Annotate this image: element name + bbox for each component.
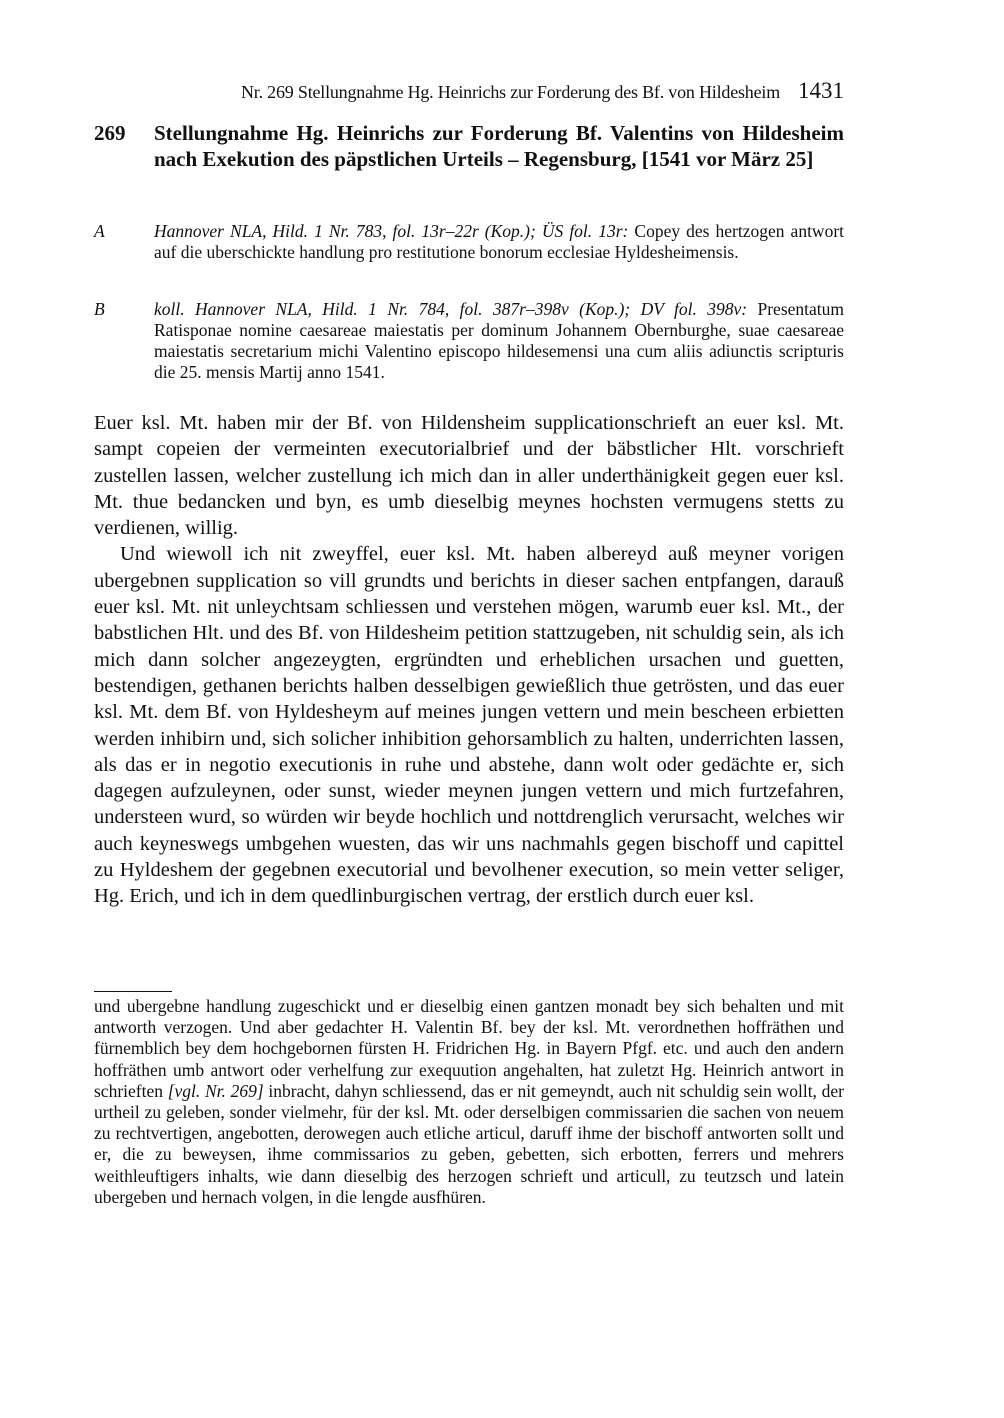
witness-text: Presentatum Ratisponae nomine caesareae maiestatis per dominum Johannem Obernburghe, suae caesareae maiestatis secretarium michi Valentino episcopo hildesemensi una cum aliis adiunctis scripturis die 25. mensis Martij anno 1541. xyxy=(154,299,845,382)
footnote-text: inbracht, dahyn schliessend, das er nit gemeyndt, auch nit schuldig sein wollt, der urtheil zu geleben, sonder vielmehr, für der ksl. Mt. oder derselbigen commissarien die sachen von neuem zu rechtvertigen, angebotten, derowegen auch etliche articul, daruff ihme der bischoff antworten sollt und er, die zu beweysen, ihme commissarios zu geben, gebetten, sich erbotten, ferrers und mehrers weithleuftigers inhalts, wie dann dieselbig des herzogen schrieft und articull, zu teutzsch und latein ubergeben und hernach volgen, in die lengde ausfhüren. xyxy=(94,1080,844,1207)
running-head xyxy=(162,78,844,104)
witness-b xyxy=(94,299,844,383)
witness-description xyxy=(154,221,844,263)
witness-description xyxy=(154,299,844,383)
footnote-text: und ubergebne handlung zugeschickt und er dieselbig einen gantzen monadt bey sich behalten und mit antworth verzogen. Und aber gedachter H. Valentin Bf. bey der ksl. Mt. verordnethen hoffräthen und fürnemblich bey dem hochgebornen fürsten H. Fridrichen Hg. in Bayern Pfgf. etc. und auch den andern hoffräthen umb antwort oder verhelfung zur exequution angehalten, hat zuletzt Hg. Heinrich antwort in schrieften xyxy=(94,996,844,1101)
witness-text: Copey des hertzogen antwort auf die uberschickte handlung pro restitutione bonorum ecclesiae Hyldesheimensis. xyxy=(154,221,845,262)
footnote xyxy=(94,996,844,1208)
footnote-separator xyxy=(94,991,172,992)
page-number: 1431 xyxy=(798,78,844,103)
witness-sigil: B xyxy=(94,299,105,319)
paragraph: Und wiewoll ich nit zweyffel, euer ksl. Mt. haben albereyd auß meyner vorigen ubergebnen supplication so vill grundts und berichts in dieser sachen entpfangen, darauß euer ksl. Mt. nit unleychtsam schliessen und verstehen mögen, warumb euer ksl. Mt., der babstlichen Hlt. und des Bf. von Hildesheim petition stattzugeben, nit schuldig sein, als ich mich dann solcher angezeygten, ergründten und erheblichen ursachen und guetten, bestendigen, gethanen berichts halben desselbigen gewießlich thue getrösten, und das euer ksl. Mt. dem Bf. von Hyldesheym auf meines jungen vettern und mein bescheen erbietten werden inhibirn und, sich solicher inhibition gehorsamblich zu halten, underrichten lassen, als das er in negotio executionis in ruhe und abstehe, dann wolt oder gedächte er, sich dagegen aufzuleynen, oder sunst, wieder meynen jungen vettern und mich furtzefahren, understeen wurd, so würden wir beyde hochlich und nottdrenglich verursacht, welches wir auch keyneswegs umbgehen wuesten, das wir uns nachmahls gegen bischoff und capittel zu Hyldeshem der gegebnen executorial und bevolhener execution, so mein vetter seliger, Hg. Erich, und ich in dem quedlinburgischen vertrag, der erstlich durch euer ksl. xyxy=(94,543,844,908)
witness-sigil: A xyxy=(94,221,105,241)
witness-citation: Hannover NLA, Hild. 1 Nr. 783, fol. 13r–22r (Kop.); ÜS fol. 13r: xyxy=(154,221,629,241)
witness-citation: koll. Hannover NLA, Hild. 1 Nr. 784, fol. 387r–398v (Kop.); DV fol. 398v: xyxy=(154,299,748,319)
running-head-title: Nr. 269 Stellungnahme Hg. Heinrichs zur Forderung des Bf. von Hildesheim xyxy=(240,82,780,102)
cross-reference: [vgl. Nr. 269] xyxy=(167,1080,264,1101)
witness-a xyxy=(94,221,844,263)
main-text xyxy=(94,410,844,910)
document-title: Stellungnahme Hg. Heinrichs zur Forderung Bf. Valentins von Hildesheim nach Exekution des päpstlichen Urteils – Regensburg, [1541 vor März 25] xyxy=(154,121,844,171)
document-number: 269 xyxy=(94,121,126,145)
document-heading xyxy=(94,120,844,172)
paragraph: Euer ksl. Mt. haben mir der Bf. von Hildensheim supplicationschrieft an euer ksl. Mt. sampt copeien der vermeinten executorialbrief und der bäbstlicher Hlt. vorschrieft zustellen lassen, welcher zustellung ich mich dan in aller underthänigkeit gegen euer ksl. Mt. thue bedancken und byn, es umb dieselbig meynes hochsten vermugens stetts zu verdienen, willig. xyxy=(94,412,844,540)
